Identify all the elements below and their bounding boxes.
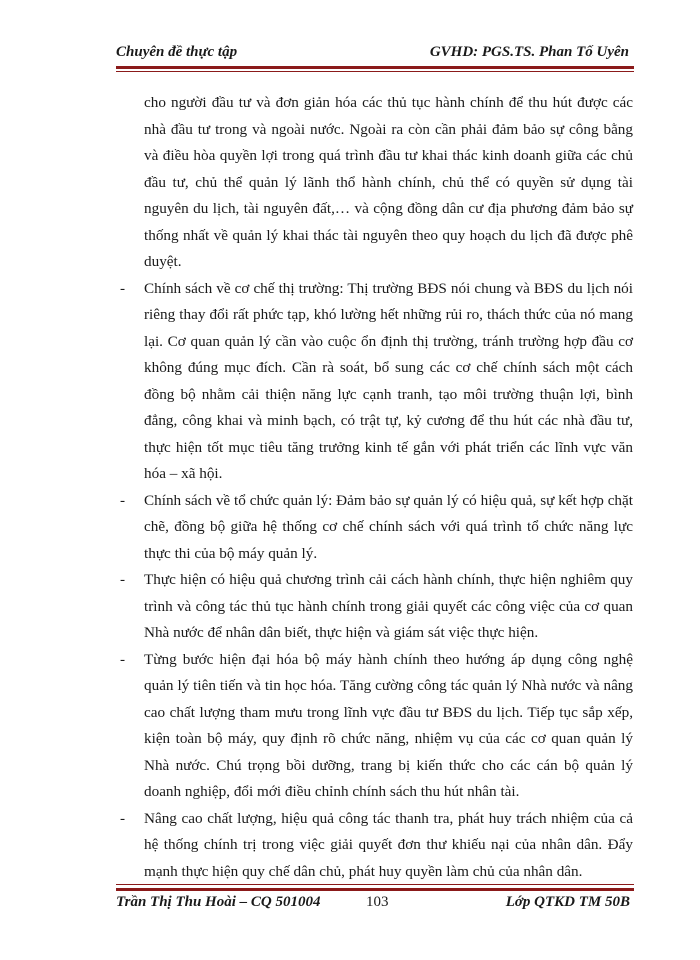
list-item-text: Từng bước hiện đại hóa bộ máy hành chính theo hướng áp dụng công nghệ quản lý tiên tiến và tin học hóa. Tăng cường công tác quản lý Nhà nước và nâng cao chất lượng tham mưu trong lĩnh vực đầu tư BĐS du lịch. Tiếp tục sắp xếp, kiện toàn bộ máy, quy định rõ chức năng, nhiệm vụ của các cơ quan quản lý Nhà nước. Chú trọng bồi dưỡng, trang bị kiến thức cho các cán bộ quản lý doanh nghiệp, đổi mới điều chỉnh chính sách thu hút nhân tài. xyxy=(144,650,633,800)
footer-class: Lớp QTKD TM 50B xyxy=(505,894,630,910)
footer-author: Trần Thị Thu Hoài – CQ 501004 xyxy=(116,894,321,910)
header-rule-thin xyxy=(116,71,634,72)
footer-rule-thin xyxy=(116,884,634,885)
intro-paragraph: cho người đầu tư và đơn giản hóa các thủ tục hành chính để thu hút được các nhà đầu tư trong và ngoài nước. Ngoài ra còn cần phải đảm bảo sự công bằng và điều hòa quyền lợi trong quá trình đầu tư khai thác kinh doanh giữa các chủ đầu tư, chủ thể quản lý lãnh thổ hành chính, chủ thể có quyền sử dụng tài nguyên du lịch, tài nguyên đất,… và cộng đồng dân cư địa phương đảm bảo sự thống nhất về quản lý khai thác tài nguyên theo quy hoạch du lịch đã được phê duyệt. xyxy=(144,94,633,270)
document-body xyxy=(120,90,633,885)
list-item xyxy=(120,806,633,886)
list-item-text: Chính sách về cơ chế thị trường: Thị trường BĐS nói chung và BĐS du lịch nói riêng thay đổi rất phức tạp, khó lường hết những rủi ro, thách thức của nó mang lại. Cơ quan quản lý cần vào cuộc ổn định thị trường, tránh trường hợp đầu cơ không đúng mục đích. Cần rà soát, bổ sung các cơ chế chính sách một cách đồng bộ nhằm cải thiện năng lực cạnh tranh, tạo môi trường thuận lợi, bình đẳng, công khai và minh bạch, có trật tự, kỷ cương để thu hút các nhà đầu tư, thực hiện tốt mục tiêu tăng trưởng kinh tế gắn với phát triển các lĩnh vực văn hóa – xã hội. xyxy=(144,279,633,482)
page-header xyxy=(116,44,629,64)
list-item xyxy=(120,276,633,488)
list-item-text: Thực hiện có hiệu quả chương trình cải cách hành chính, thực hiện nghiêm quy trình và công tác thủ tục hành chính trong giải quyết các công việc của cơ quan Nhà nước để nhân dân biết, thực hiện và giám sát việc thực hiện. xyxy=(144,571,633,641)
page-number: 103 xyxy=(366,894,389,910)
list-item-text: Chính sách về tổ chức quản lý: Đảm bảo sự quản lý có hiệu quả, sự kết hợp chặt chẽ, đồng bộ giữa hệ thống cơ chế chính sách với quá trình tổ chức năng lực thực thi của bộ máy quản lý. xyxy=(144,491,633,562)
list-item xyxy=(120,647,633,806)
header-title: Chuyên đề thực tập xyxy=(116,44,238,60)
bullet-dash: - xyxy=(120,809,126,827)
header-advisor: GVHD: PGS.TS. Phan Tố Uyên xyxy=(429,44,629,60)
list-item-text: Nâng cao chất lượng, hiệu quả công tác thanh tra, phát huy trách nhiệm của cả hệ thống chính trị trong việc giải quyết đơn thư khiếu nại của nhân dân. Đẩy mạnh thực hiện quy chế dân chủ, phát huy quyền làm chủ của nhân dân. xyxy=(144,809,633,880)
page-footer xyxy=(116,894,634,914)
footer-rule-thick xyxy=(116,888,634,891)
bullet-dash: - xyxy=(120,650,126,668)
list-item xyxy=(120,488,633,568)
list-item xyxy=(120,567,633,647)
bullet-dash: - xyxy=(120,491,126,509)
header-rule-thick xyxy=(116,66,634,69)
bullet-dash: - xyxy=(120,571,126,588)
bullet-dash: - xyxy=(120,279,126,297)
